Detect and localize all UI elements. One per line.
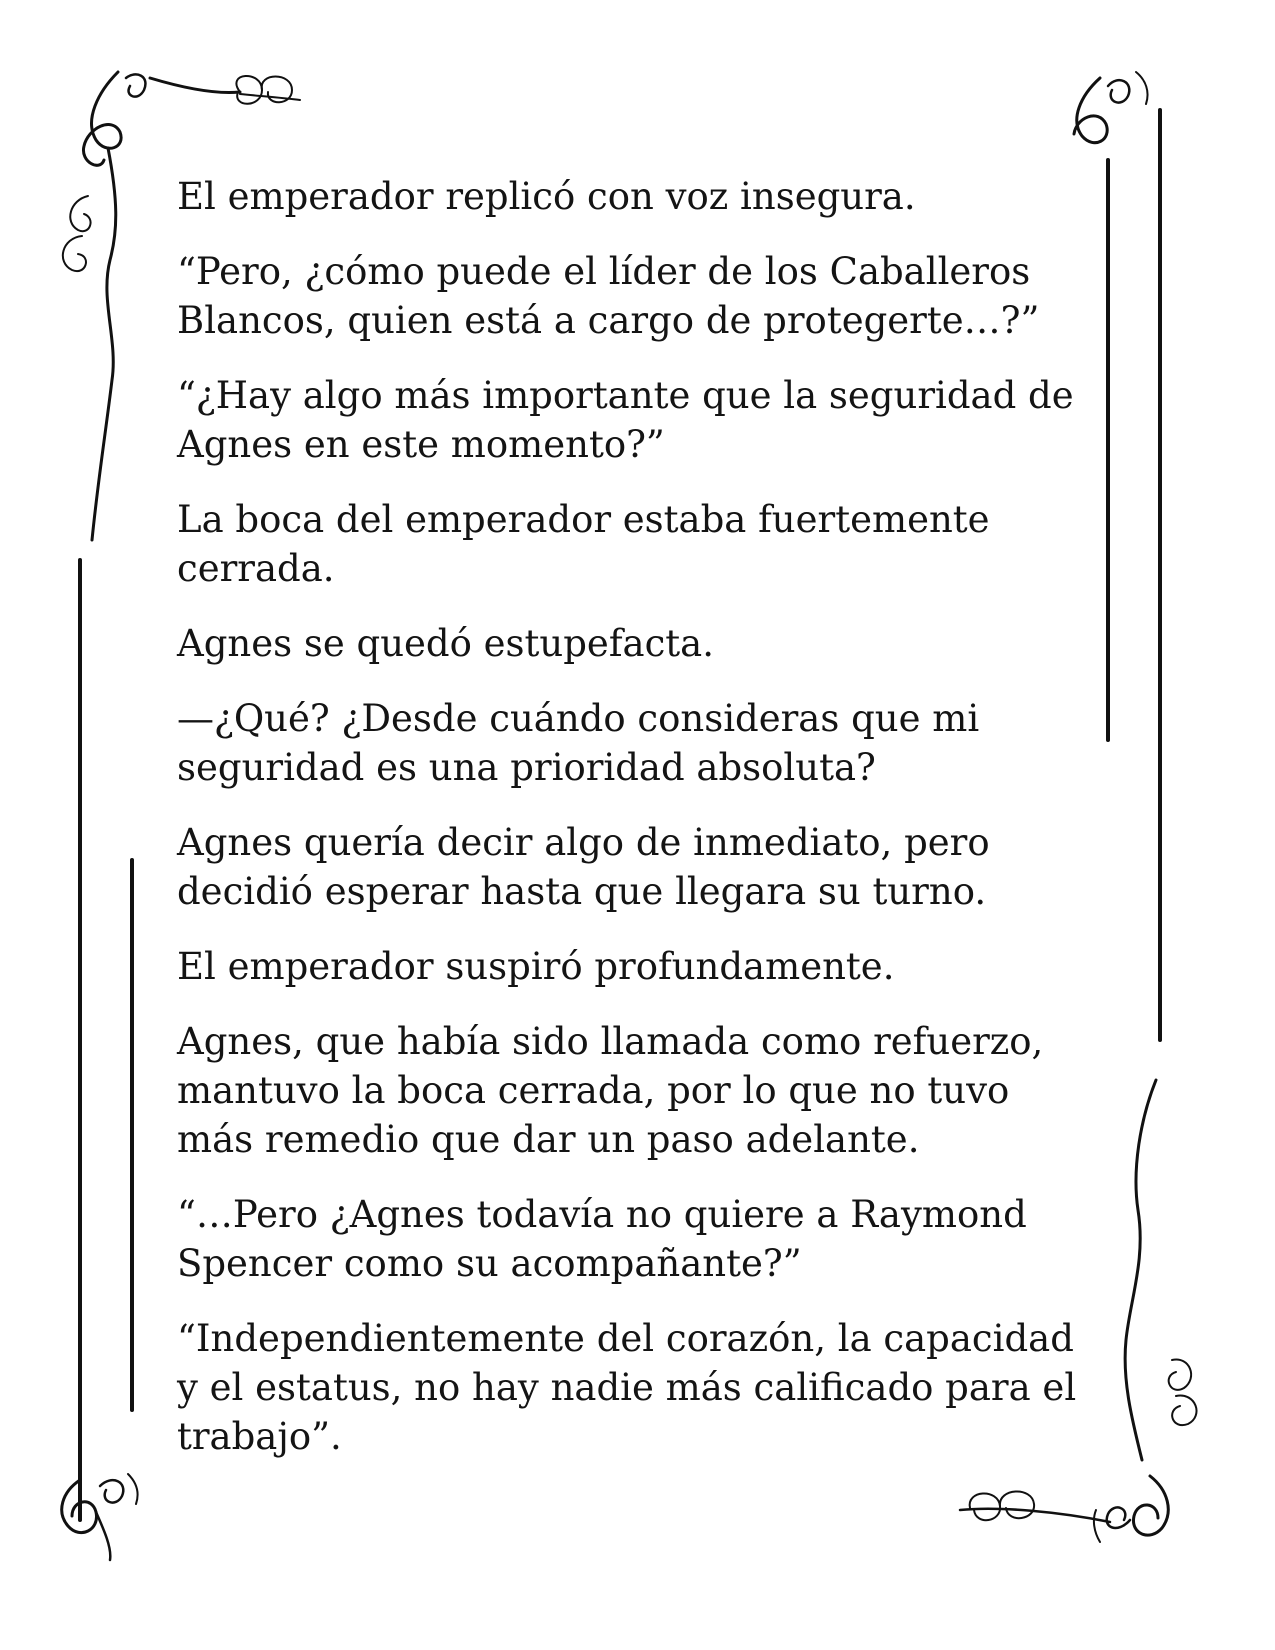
paragraph	[177, 694, 1107, 792]
text-line: “Independientemente del corazón, la capacidad	[177, 1317, 1074, 1360]
paragraph	[177, 1190, 1107, 1288]
paragraph	[177, 1314, 1107, 1461]
paragraph	[177, 172, 1107, 221]
paragraph	[177, 942, 1107, 991]
text-line: trabajo”.	[177, 1415, 342, 1458]
text-line: cerrada.	[177, 547, 335, 590]
bottom-left-flourish-icon	[62, 1474, 138, 1560]
text-line: Blancos, quien está a cargo de protegerte…?”	[177, 299, 1040, 342]
text-line: La boca del emperador estaba fuertemente	[177, 498, 990, 541]
text-line: Agnes se quedó estupefacta.	[177, 622, 714, 665]
paragraph	[177, 247, 1107, 345]
text-line: seguridad es una prioridad absoluta?	[177, 746, 876, 789]
text-line: y el estatus, no hay nadie más calificado para el	[177, 1366, 1077, 1409]
text-line: Agnes quería decir algo de inmediato, pero	[177, 821, 990, 864]
right-scroll-curl-icon	[1125, 1080, 1196, 1460]
text-line: decidió esperar hasta que llegara su turno.	[177, 870, 987, 913]
text-line: “¿Hay algo más importante que la seguridad de	[177, 374, 1074, 417]
text-line: “Pero, ¿cómo puede el líder de los Caballeros	[177, 250, 1031, 293]
paragraph	[177, 371, 1107, 469]
paragraph	[177, 1017, 1107, 1164]
paragraph	[177, 495, 1107, 593]
paragraph	[177, 818, 1107, 916]
paragraph	[177, 619, 1107, 668]
top-right-flourish-icon	[1074, 72, 1148, 143]
text-line: “…Pero ¿Agnes todavía no quiere a Raymond	[177, 1193, 1027, 1236]
text-line: mantuvo la boca cerrada, por lo que no tuvo	[177, 1069, 1010, 1112]
text-line: Agnes en este momento?”	[177, 423, 665, 466]
text-line: Agnes, que había sido llamada como refuerzo,	[177, 1020, 1044, 1063]
text-line: —¿Qué? ¿Desde cuándo consideras que mi	[177, 697, 980, 740]
text-line: El emperador replicó con voz insegura.	[177, 175, 916, 218]
text-line: Spencer como su acompañante?”	[177, 1242, 802, 1285]
document-body	[177, 172, 1107, 1487]
text-line: más remedio que dar un paso adelante.	[177, 1118, 920, 1161]
text-line: El emperador suspiró profundamente.	[177, 945, 895, 988]
